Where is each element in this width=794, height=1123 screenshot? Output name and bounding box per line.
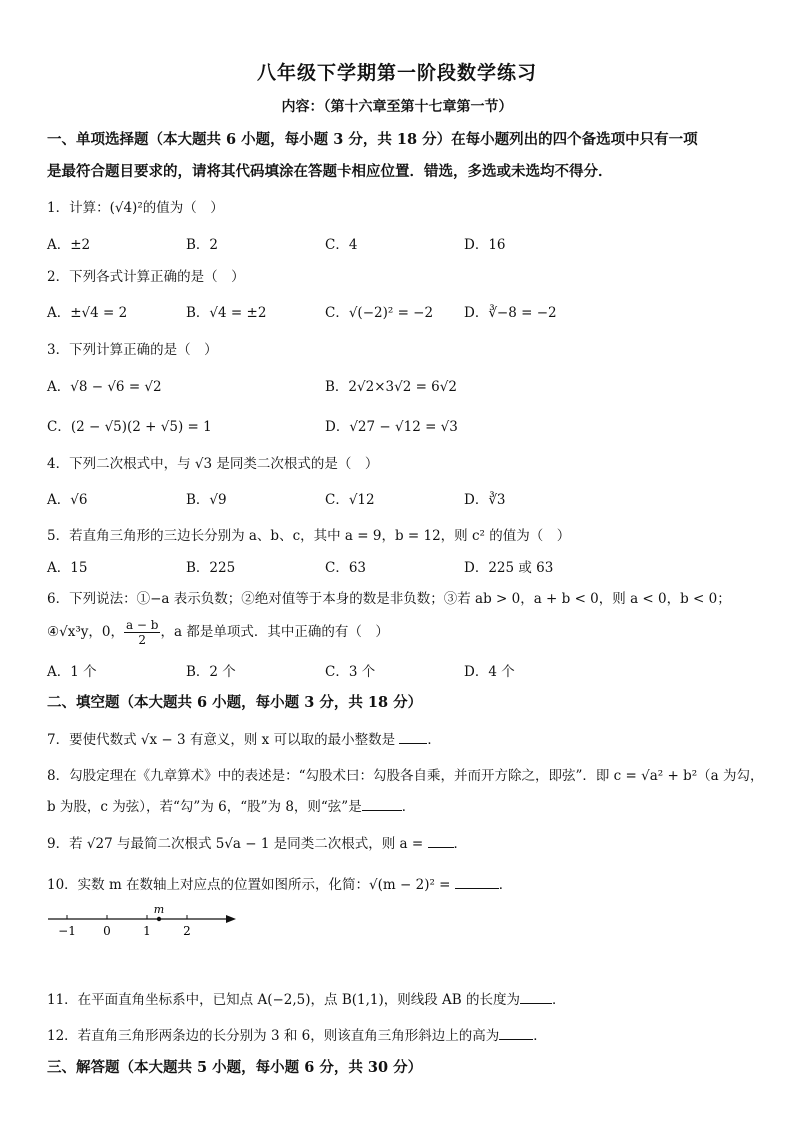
q6-option-a: A．1 个	[47, 664, 97, 680]
question-6-line2	[47, 618, 389, 647]
q3-option-c: C．(2 − √5)(2 + √5) = 1	[47, 419, 212, 435]
number-line-tick-label: 0	[103, 924, 111, 938]
question-1	[47, 196, 224, 216]
number-line-figure	[40, 900, 250, 942]
question-8-end: ．	[401, 799, 416, 815]
question-6-line2-prefix: ④√x³y，0，	[47, 624, 124, 640]
question-8-line1: 8．勾股定理在《九章算术》中的表述是：“勾股术曰：勾股各自乘，并而开方除之，即弦”．即 c = √a² + b²（a 为勾，	[47, 768, 764, 784]
q4-option-a: A．√6	[47, 492, 88, 508]
number-line-tick-label: 1	[143, 924, 151, 938]
q2-option-a: A．±√4 = 2	[47, 305, 128, 321]
question-10	[47, 873, 512, 893]
q1-option-c: C．4	[325, 237, 358, 253]
q5-option-a: A．15	[47, 560, 88, 576]
number-line-point-label: m	[153, 903, 165, 916]
question-6-fraction	[124, 618, 161, 647]
page-title: 八年级下学期第一阶段数学练习	[256, 62, 537, 84]
question-11-end: ．	[552, 992, 566, 1008]
question-11-text: 11．在平面直角坐标系中，已知点 A(−2,5)，点 B(1,1)，则线段 AB 的长度为	[47, 992, 521, 1008]
question-10-text: 10．实数 m 在数轴上对应点的位置如图所示，化简：√(m − 2)² =	[47, 877, 451, 893]
fraction-denominator: 2	[138, 633, 147, 647]
q2-option-c: C．√(−2)² = −2	[325, 305, 434, 321]
question-12-end: ．	[533, 1028, 547, 1044]
q5-option-d: D．225 或 63	[464, 560, 554, 576]
question-8-text: b 为股，c 为弦），若“勾”为 6，“股”为 8，则“弦”是	[47, 799, 362, 815]
fraction-numerator: a − b	[125, 618, 159, 632]
question-10-end: ．	[498, 877, 513, 893]
q6-option-c: C．3 个	[325, 664, 376, 680]
q4-option-b: B．√9	[186, 492, 227, 508]
q6-option-d: D．4 个	[464, 664, 515, 680]
section-1-heading-line1: 一、单项选择题（本大题共 6 小题，每小题 3 分，共 18 分）在每小题列出的四个备选项中只有一项	[47, 131, 698, 148]
q5-option-b: B．225	[186, 560, 236, 576]
question-6-line2-suffix: ，a 都是单项式．其中正确的有（ ）	[160, 624, 389, 640]
question-6-line1: 6．下列说法：①−a 表示负数；②绝对值等于本身的数是非负数；③若 ab > 0，a + b < 0，则 a < 0，b < 0；	[47, 591, 731, 607]
question-7	[47, 728, 441, 748]
page-subtitle: 内容：（第十六章至第十七章第一节）	[281, 99, 513, 115]
question-1-expression: (√4)²	[109, 200, 143, 216]
question-12-text: 12．若直角三角形两条边的长分别为 3 和 6，则该直角三角形斜边上的高为	[47, 1028, 500, 1044]
q5-option-c: C．63	[325, 560, 367, 576]
answer-blank[interactable]	[520, 991, 552, 1004]
q1-option-b: B．2	[186, 237, 219, 253]
answer-blank[interactable]	[428, 835, 454, 848]
question-7-text: 7．要使代数式 √x − 3 有意义，则 x 可以取的最小整数是	[47, 732, 396, 748]
question-9-end: ．	[453, 836, 467, 852]
answer-blank[interactable]	[399, 731, 427, 744]
answer-blank[interactable]	[499, 1027, 533, 1040]
q3-option-b: B．2√2×3√2 = 6√2	[325, 379, 457, 395]
q2-option-d: D．∛−8 = −2	[464, 305, 557, 321]
q4-option-c: C．√12	[325, 492, 375, 508]
q1-option-a: A．±2	[47, 237, 91, 253]
q3-option-a: A．√8 − √6 = √2	[47, 379, 162, 395]
question-4: 4．下列二次根式中，与 √3 是同类二次根式的是（ ）	[47, 456, 379, 472]
q2-option-b: B．√4 = ±2	[186, 305, 267, 321]
section-3-heading: 三、解答题（本大题共 5 小题，每小题 6 分，共 30 分）	[47, 1059, 423, 1076]
number-line-tick-label: 2	[183, 924, 191, 938]
answer-blank[interactable]	[362, 798, 402, 811]
q6-option-b: B．2 个	[186, 664, 236, 680]
answer-blank[interactable]	[455, 876, 499, 889]
q3-option-d: D．√27 − √12 = √3	[325, 419, 458, 435]
question-3: 3．下列计算正确的是（ ）	[47, 342, 218, 358]
question-9	[47, 832, 467, 852]
section-1-heading-line2: 是最符合题目要求的，请将其代码填涂在答题卡相应位置．错选，多选或未选均不得分．	[47, 163, 613, 180]
question-12	[47, 1024, 547, 1044]
number-line-point	[157, 917, 161, 921]
number-line-arrow-icon	[226, 915, 236, 923]
question-11	[47, 988, 566, 1008]
question-5: 5．若直角三角形的三边长分别为 a、b、c，其中 a = 9，b = 12，则 c² 的值为（ ）	[47, 528, 571, 544]
question-2: 2．下列各式计算正确的是（ ）	[47, 269, 245, 285]
question-9-text: 9．若 √27 与最简二次根式 5√a − 1 是同类二次根式，则 a =	[47, 836, 424, 852]
question-1-prefix: 1．计算：	[47, 200, 110, 216]
question-7-end: ．	[427, 732, 441, 748]
section-2-heading: 二、填空题（本大题共 6 小题，每小题 3 分，共 18 分）	[47, 694, 423, 711]
question-8-line2	[47, 795, 415, 815]
q1-option-d: D．16	[464, 237, 506, 253]
number-line-tick-label: −1	[58, 924, 76, 938]
question-1-suffix: 的值为（ ）	[142, 200, 224, 216]
q4-option-d: D．∛3	[464, 492, 506, 508]
